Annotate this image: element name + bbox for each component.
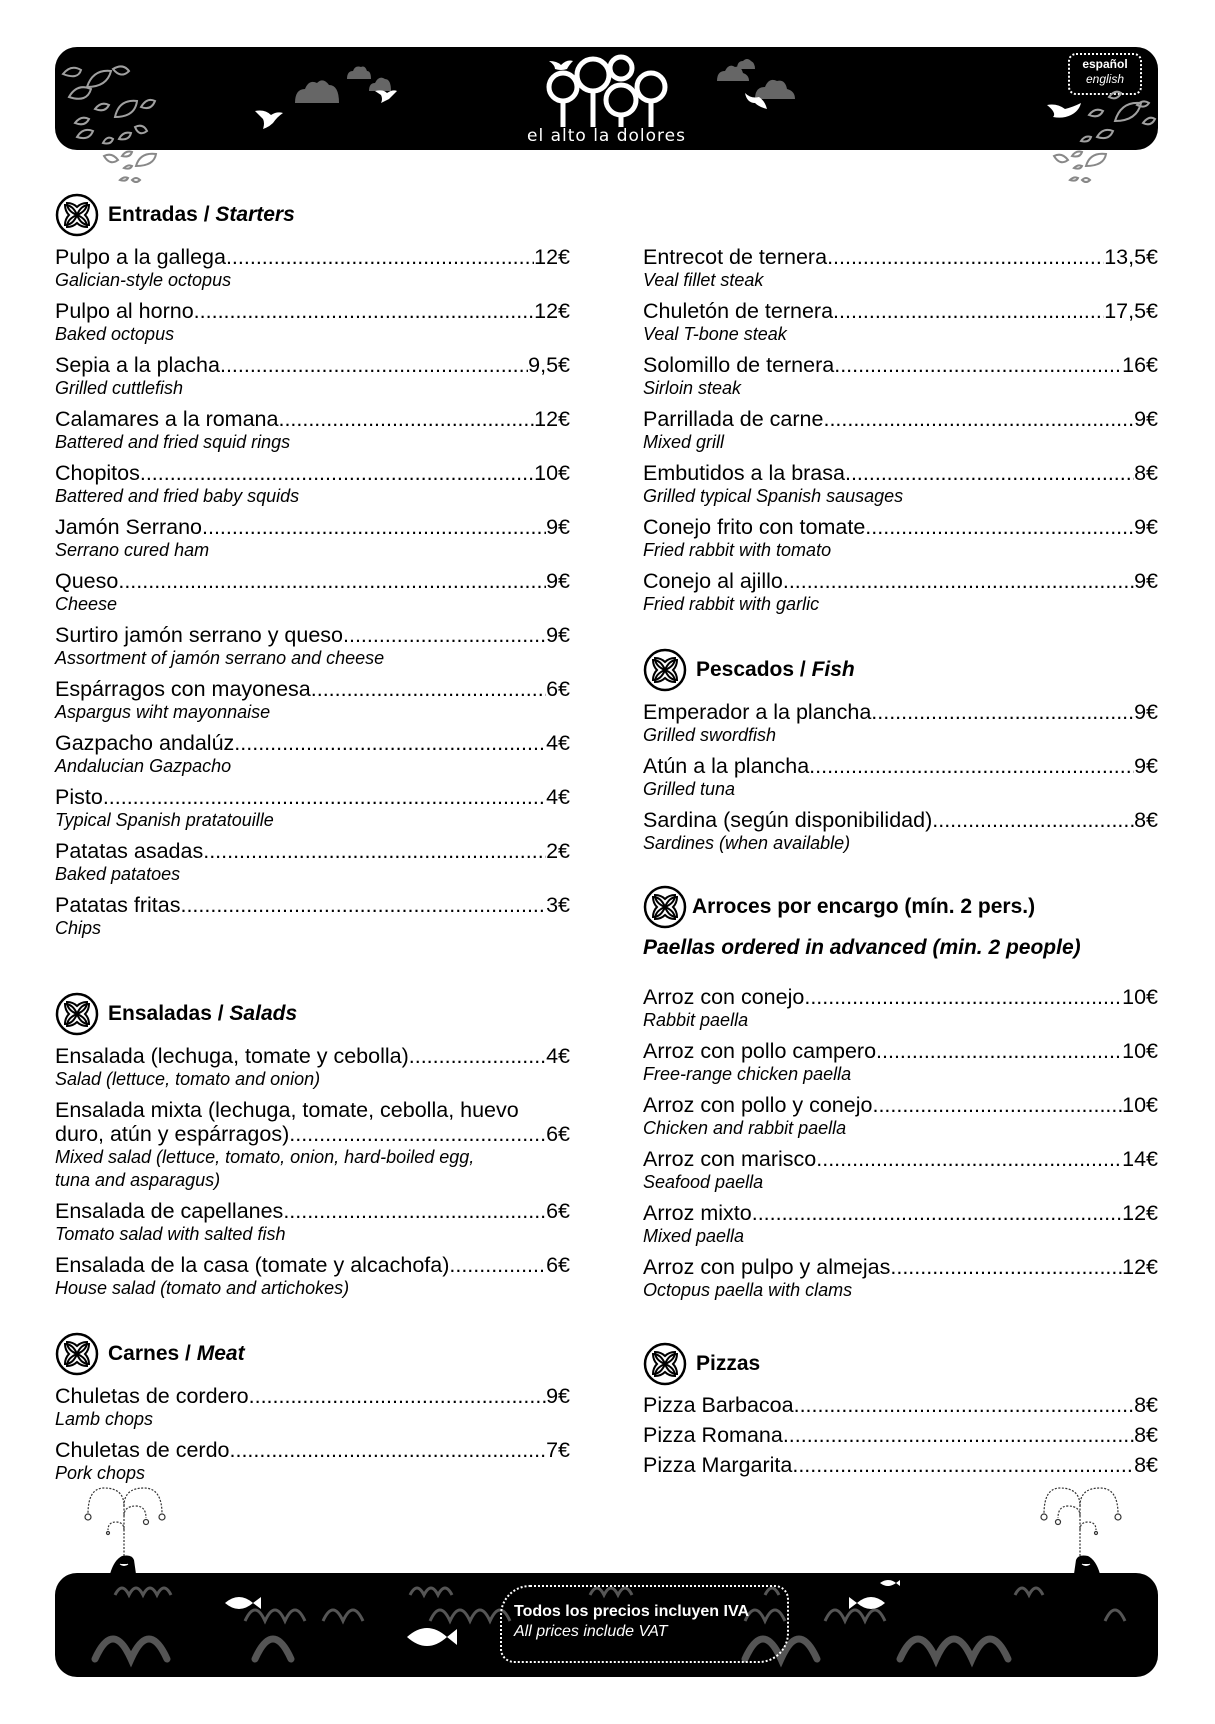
menu-item [55, 1253, 570, 1300]
menu-item-line [643, 700, 1158, 724]
starters-list [55, 245, 570, 940]
clouds-birds-decoration-icon-right [695, 55, 835, 135]
menu-item-description: Seafood paella [643, 1172, 764, 1192]
menu-item-name: Ensalada de capellanes [55, 1199, 284, 1223]
menu-item-name: Sepia a la placha [55, 353, 220, 377]
menu-item [643, 1093, 1158, 1140]
menu-item-price: 12€ [1122, 1255, 1158, 1279]
section-title: Pescados / Fish [696, 658, 855, 681]
menu-item-description: House salad (tomato and artichokes) [55, 1278, 350, 1298]
section-fish [643, 647, 1158, 855]
menu-item-price: 9,5€ [528, 353, 570, 377]
menu-item-name: Arroz con conejo [643, 985, 805, 1009]
section-title: Ensaladas / Salads [108, 1002, 298, 1025]
menu-item-name: Sardina (según disponibilidad) [643, 808, 933, 832]
menu-item-name: Embutidos a la brasa [643, 461, 845, 485]
dot-leader [792, 1453, 1134, 1477]
menu-item-name: Solomillo de ternera [643, 353, 835, 377]
flower-icon [643, 885, 687, 929]
menu-item-price: 6€ [546, 1199, 570, 1223]
menu-item-price: 12€ [534, 245, 570, 269]
dot-leader [449, 1253, 546, 1277]
menu-item-price: 9€ [1134, 754, 1158, 778]
menu-item-description: Battered and fried baby squids [55, 486, 300, 506]
menu-item-description: Sardines (when available) [643, 833, 851, 853]
menu-item-line [643, 985, 1158, 1009]
dot-leader [783, 1423, 1134, 1447]
menu-item-line [643, 461, 1158, 485]
menu-item-name: Pulpo a la gallega [55, 245, 226, 269]
menu-item-name: Ensalada de la casa (tomate y alcachofa) [55, 1253, 450, 1277]
dot-leader [203, 839, 546, 863]
menu-item [55, 245, 570, 292]
menu-item-name: duro, atún y espárragos) [55, 1122, 290, 1146]
menu-item-name: Pizza Romana [643, 1423, 783, 1447]
menu-item-name-line: Ensalada mixta (lechuga, tomate, cebolla, huevo [55, 1098, 519, 1122]
menu-item-description: Rabbit paella [643, 1010, 749, 1030]
dot-leader [180, 893, 546, 917]
menu-item [55, 299, 570, 346]
dot-leader [871, 700, 1134, 724]
menu-item-name: Calamares a la romana [55, 407, 279, 431]
dot-leader [876, 1039, 1122, 1063]
menu-item-name: Conejo al ajillo [643, 569, 783, 593]
menu-item-price: 16€ [1122, 353, 1158, 377]
menu-item-description: Grilled swordfish [643, 725, 777, 745]
menu-item-price: 12€ [1122, 1201, 1158, 1225]
menu-item-price: 6€ [546, 677, 570, 701]
menu-item-line [55, 515, 570, 539]
menu-item-name: Arroz con pollo campero [643, 1039, 877, 1063]
dot-leader [823, 407, 1134, 431]
menu-item-name: Atún a la plancha [643, 754, 810, 778]
menu-item-description: Grilled cuttlefish [55, 378, 184, 398]
menu-item [643, 245, 1158, 292]
menu-item [55, 515, 570, 562]
flower-icon [55, 193, 99, 237]
menu-item-name: Jamón Serrano [55, 515, 202, 539]
menu-item-name: Parrillada de carne [643, 407, 824, 431]
menu-item [55, 731, 570, 778]
flower-icon [643, 1342, 687, 1386]
menu-item [55, 1044, 570, 1091]
section-meat-continued [643, 238, 1158, 616]
menu-item [643, 1393, 1158, 1417]
menu-item-description: Mixed paella [643, 1226, 745, 1246]
rice-list [643, 985, 1158, 1302]
menu-item [643, 569, 1158, 616]
section-subtitle: Paellas ordered in advanced (min. 2 people) [643, 936, 1081, 959]
menu-item [55, 677, 570, 724]
dot-leader [194, 299, 534, 323]
bird-leaves-decoration-icon [1045, 83, 1158, 150]
menu-item-price: 10€ [1122, 1093, 1158, 1117]
menu-item-price: 9€ [1134, 407, 1158, 431]
dangling-leaves-right-icon [1052, 150, 1112, 186]
dot-leader [816, 1147, 1122, 1171]
menu-item-price: 9€ [1134, 515, 1158, 539]
dot-leader [845, 461, 1134, 485]
dot-leader [311, 677, 546, 701]
menu-item [643, 808, 1158, 855]
menu-item-line [643, 299, 1158, 323]
menu-item-price: 2€ [546, 839, 570, 863]
menu-item-line [55, 1253, 570, 1277]
menu-item-name: Chuletón de ternera [643, 299, 834, 323]
menu-item-line [55, 407, 570, 431]
menu-item-line [55, 245, 570, 269]
menu-item-description: Free-range chicken paella [643, 1064, 852, 1084]
menu-item-name: Queso [55, 569, 119, 593]
menu-item-price: 4€ [546, 731, 570, 755]
section-title: Pizzas [696, 1352, 761, 1375]
menu-item-name: Pulpo al horno [55, 299, 194, 323]
menu-item-name: Patatas fritas [55, 893, 181, 917]
menu-item-price: 3€ [546, 893, 570, 917]
menu-item-line [643, 353, 1158, 377]
vat-notice-bubble [500, 1585, 789, 1663]
section-title: Arroces por encargo (mín. 2 pers.) [692, 895, 1036, 918]
menu-item-line [55, 569, 570, 593]
dot-leader [783, 569, 1134, 593]
menu-item-line [55, 731, 570, 755]
menu-item-name: Entrecot de ternera [643, 245, 828, 269]
menu-item [55, 1199, 570, 1246]
language-option-english[interactable]: english [1085, 72, 1125, 86]
menu-item-line [55, 839, 570, 863]
menu-item [55, 407, 570, 454]
meat-list [55, 1384, 570, 1485]
vat-notice-es: Todos los precios incluyen IVA [514, 1603, 750, 1620]
dangling-leaves-left-icon [102, 150, 162, 186]
dot-leader [409, 1044, 546, 1068]
menu-item-description: Salad (lettuce, tomato and onion) [55, 1069, 321, 1089]
dot-leader [220, 353, 528, 377]
menu-item-description: Tomato salad with salted fish [55, 1224, 286, 1244]
menu-item-name: Arroz con marisco [643, 1147, 817, 1171]
menu-item-line [55, 1122, 570, 1146]
dot-leader [103, 785, 546, 809]
menu-item-line [55, 893, 570, 917]
menu-item-line [643, 1255, 1158, 1279]
menu-item-description: Andalucian Gazpacho [55, 756, 232, 776]
menu-item-line [55, 785, 570, 809]
menu-item-price: 17,5€ [1104, 299, 1158, 323]
section-header [55, 192, 570, 238]
menu-item-description: Veal fillet steak [643, 270, 764, 290]
dot-leader [932, 808, 1134, 832]
menu-item-description: Mixed salad (lettuce, tomato, onion, hard-boiled egg, [55, 1147, 475, 1167]
menu-item-price: 14€ [1122, 1147, 1158, 1171]
menu-item-price: 9€ [1134, 700, 1158, 724]
menu-item-description: Baked octopus [55, 324, 175, 344]
menu-item [643, 1453, 1158, 1477]
menu-item-name: Pizza Margarita [643, 1453, 793, 1477]
menu-item-line [55, 1384, 570, 1408]
dot-leader [234, 731, 546, 755]
menu-item-line [55, 299, 570, 323]
menu-item-price: 10€ [1122, 1039, 1158, 1063]
dot-leader [834, 353, 1122, 377]
menu-item-price: 10€ [534, 461, 570, 485]
menu-item-line [643, 515, 1158, 539]
menu-item-line [55, 677, 570, 701]
menu-item-line [643, 1147, 1158, 1171]
footer-banner [55, 1573, 1158, 1677]
salads-list [55, 1044, 570, 1300]
section-header [643, 1341, 1158, 1387]
section-header [55, 991, 570, 1037]
menu-item-line [55, 353, 570, 377]
section-salads [55, 991, 570, 1300]
menu-item-line [643, 407, 1158, 431]
menu-item-price: 8€ [1134, 1393, 1158, 1417]
dot-leader [872, 1093, 1122, 1117]
menu-item-description: Lamb chops [55, 1409, 154, 1429]
section-pizzas [643, 1341, 1158, 1477]
section-header [643, 884, 1158, 930]
menu-item [55, 623, 570, 670]
menu-item [643, 515, 1158, 562]
restaurant-name: el alto la dolores [527, 126, 686, 146]
menu-item-price: 12€ [534, 299, 570, 323]
dot-leader [289, 1122, 546, 1146]
menu-item-description: Octopus paella with clams [643, 1280, 853, 1300]
menu-item [55, 353, 570, 400]
menu-item-description: Cheese [55, 594, 118, 614]
menu-item [55, 569, 570, 616]
menu-item [55, 461, 570, 508]
menu-item-name: Chuletas de cordero [55, 1384, 249, 1408]
menu-item [643, 1201, 1158, 1248]
section-rice [643, 884, 1158, 1302]
dot-leader [230, 1438, 547, 1462]
dot-leader [118, 569, 546, 593]
dot-leader [865, 515, 1134, 539]
clouds-birds-decoration-icon [225, 57, 455, 137]
menu-item-description: Pork chops [55, 1463, 146, 1483]
dot-leader [278, 407, 534, 431]
menu-item-price: 4€ [546, 1044, 570, 1068]
menu-item-price: 9€ [546, 515, 570, 539]
menu-item-line [643, 245, 1158, 269]
menu-item [55, 893, 570, 940]
menu-item [643, 754, 1158, 801]
flower-icon [643, 648, 687, 692]
menu-item [55, 1438, 570, 1485]
menu-item-price: 9€ [546, 569, 570, 593]
menu-item [643, 985, 1158, 1032]
dot-leader [249, 1384, 546, 1408]
menu-item-price: 13,5€ [1104, 245, 1158, 269]
menu-item-line [643, 1201, 1158, 1225]
menu-item-line [643, 1453, 1158, 1477]
fish-list [643, 700, 1158, 855]
menu-item [55, 1384, 570, 1431]
menu-item-name: Patatas asadas [55, 839, 204, 863]
menu-item-description: Assortment of jamón serrano and cheese [55, 648, 385, 668]
dot-leader [202, 515, 546, 539]
menu-item-price: 8€ [1134, 808, 1158, 832]
menu-item [643, 299, 1158, 346]
menu-item-line [643, 808, 1158, 832]
section-title: Entradas / Starters [108, 203, 295, 226]
dot-leader [890, 1255, 1122, 1279]
dot-leader [343, 623, 546, 647]
menu-item [643, 461, 1158, 508]
menu-item-line [55, 623, 570, 647]
logo-trees-icon [543, 53, 673, 127]
section-header [55, 1331, 570, 1377]
dot-leader [752, 1201, 1122, 1225]
menu-item-name: Pisto [55, 785, 103, 809]
menu-item-name: Surtiro jamón serrano y queso [55, 623, 344, 647]
menu-item-description: Grilled tuna [643, 779, 736, 799]
menu-item-description: Galician-style octopus [55, 270, 232, 290]
menu-item-description: Mixed grill [643, 432, 725, 452]
section-starters [55, 192, 570, 940]
menu-item-line [55, 1438, 570, 1462]
menu-item-line [643, 1423, 1158, 1447]
menu-item [643, 700, 1158, 747]
menu-item-description: Aspargus wiht mayonnaise [55, 702, 271, 722]
menu-item-line [643, 754, 1158, 778]
menu-item-price: 7€ [546, 1438, 570, 1462]
dot-leader [827, 245, 1104, 269]
menu-item-price: 9€ [546, 623, 570, 647]
meat-continued-list [643, 245, 1158, 616]
menu-item-description: Grilled typical Spanish sausages [643, 486, 904, 506]
dot-leader [140, 461, 534, 485]
menu-item-name: Conejo frito con tomate [643, 515, 866, 539]
menu-item-price: 6€ [546, 1122, 570, 1146]
flower-icon [55, 1332, 99, 1376]
menu-item [643, 1423, 1158, 1447]
menu-item-price: 8€ [1134, 461, 1158, 485]
menu-item [643, 1255, 1158, 1302]
dot-leader [833, 299, 1104, 323]
menu-item-description: Battered and fried squid rings [55, 432, 291, 452]
menu-item-line [55, 1044, 570, 1068]
pizzas-list [643, 1393, 1158, 1477]
menu-item-name: Arroz con pollo y conejo [643, 1093, 873, 1117]
menu-item-price: 6€ [546, 1253, 570, 1277]
menu-item-name: Ensalada (lechuga, tomate y cebolla) [55, 1044, 409, 1068]
menu-item-name: Gazpacho andalúz [55, 731, 235, 755]
whale-fountain-right-icon [1030, 1486, 1130, 1576]
menu-item-name: Chuletas de cerdo [55, 1438, 230, 1462]
menu-item-description: Fried rabbit with garlic [643, 594, 820, 614]
menu-item [643, 407, 1158, 454]
dot-leader [794, 1393, 1134, 1417]
dot-leader [226, 245, 534, 269]
menu-item-name: Arroz mixto [643, 1201, 752, 1225]
menu-item-name: Chopitos [55, 461, 140, 485]
menu-item-line [643, 1093, 1158, 1117]
section-header [643, 647, 1158, 693]
menu-item-line [55, 1199, 570, 1223]
menu-item-description: Sirloin steak [643, 378, 742, 398]
menu-item-name: Arroz con pulpo y almejas [643, 1255, 891, 1279]
language-option-espanol[interactable]: español [1082, 57, 1128, 71]
menu-item-price: 4€ [546, 785, 570, 809]
menu-item-description: tuna and asparagus) [55, 1170, 221, 1190]
menu-item-price: 8€ [1134, 1453, 1158, 1477]
header-banner [55, 47, 1158, 150]
section-meat [55, 1331, 570, 1485]
menu-item-price: 9€ [1134, 569, 1158, 593]
dot-leader [809, 754, 1134, 778]
dot-leader [804, 985, 1122, 1009]
menu-item-line [643, 1393, 1158, 1417]
menu-item-line [55, 461, 570, 485]
menu-item-description: Chips [55, 918, 102, 938]
menu-item-description: Serrano cured ham [55, 540, 210, 560]
flower-icon [55, 992, 99, 1036]
whale-fountain-left-icon [80, 1486, 180, 1576]
menu-item-price: 12€ [534, 407, 570, 431]
vat-notice-en: All prices include VAT [514, 1623, 668, 1640]
menu-item-name: Espárragos con mayonesa [55, 677, 311, 701]
menu-item-price: 8€ [1134, 1423, 1158, 1447]
menu-item-description: Baked patatoes [55, 864, 181, 884]
menu-item [55, 1098, 570, 1192]
menu-item-description: Chicken and rabbit paella [643, 1118, 847, 1138]
menu-item-price: 9€ [546, 1384, 570, 1408]
menu-item [643, 353, 1158, 400]
menu-item [643, 1147, 1158, 1194]
menu-item [55, 839, 570, 886]
menu-item-description: Typical Spanish pratatouille [55, 810, 274, 830]
menu-item [643, 1039, 1158, 1086]
menu-item-name: Emperador a la plancha [643, 700, 872, 724]
menu-item-line [643, 1039, 1158, 1063]
menu-item-description: Fried rabbit with tomato [643, 540, 832, 560]
menu-item-description: Veal T-bone steak [643, 324, 787, 344]
menu-item-name: Pizza Barbacoa [643, 1393, 794, 1417]
menu-item-line [643, 569, 1158, 593]
menu-item-price: 10€ [1122, 985, 1158, 1009]
dot-leader [283, 1199, 546, 1223]
section-title: Carnes / Meat [108, 1342, 245, 1365]
menu-item [55, 785, 570, 832]
